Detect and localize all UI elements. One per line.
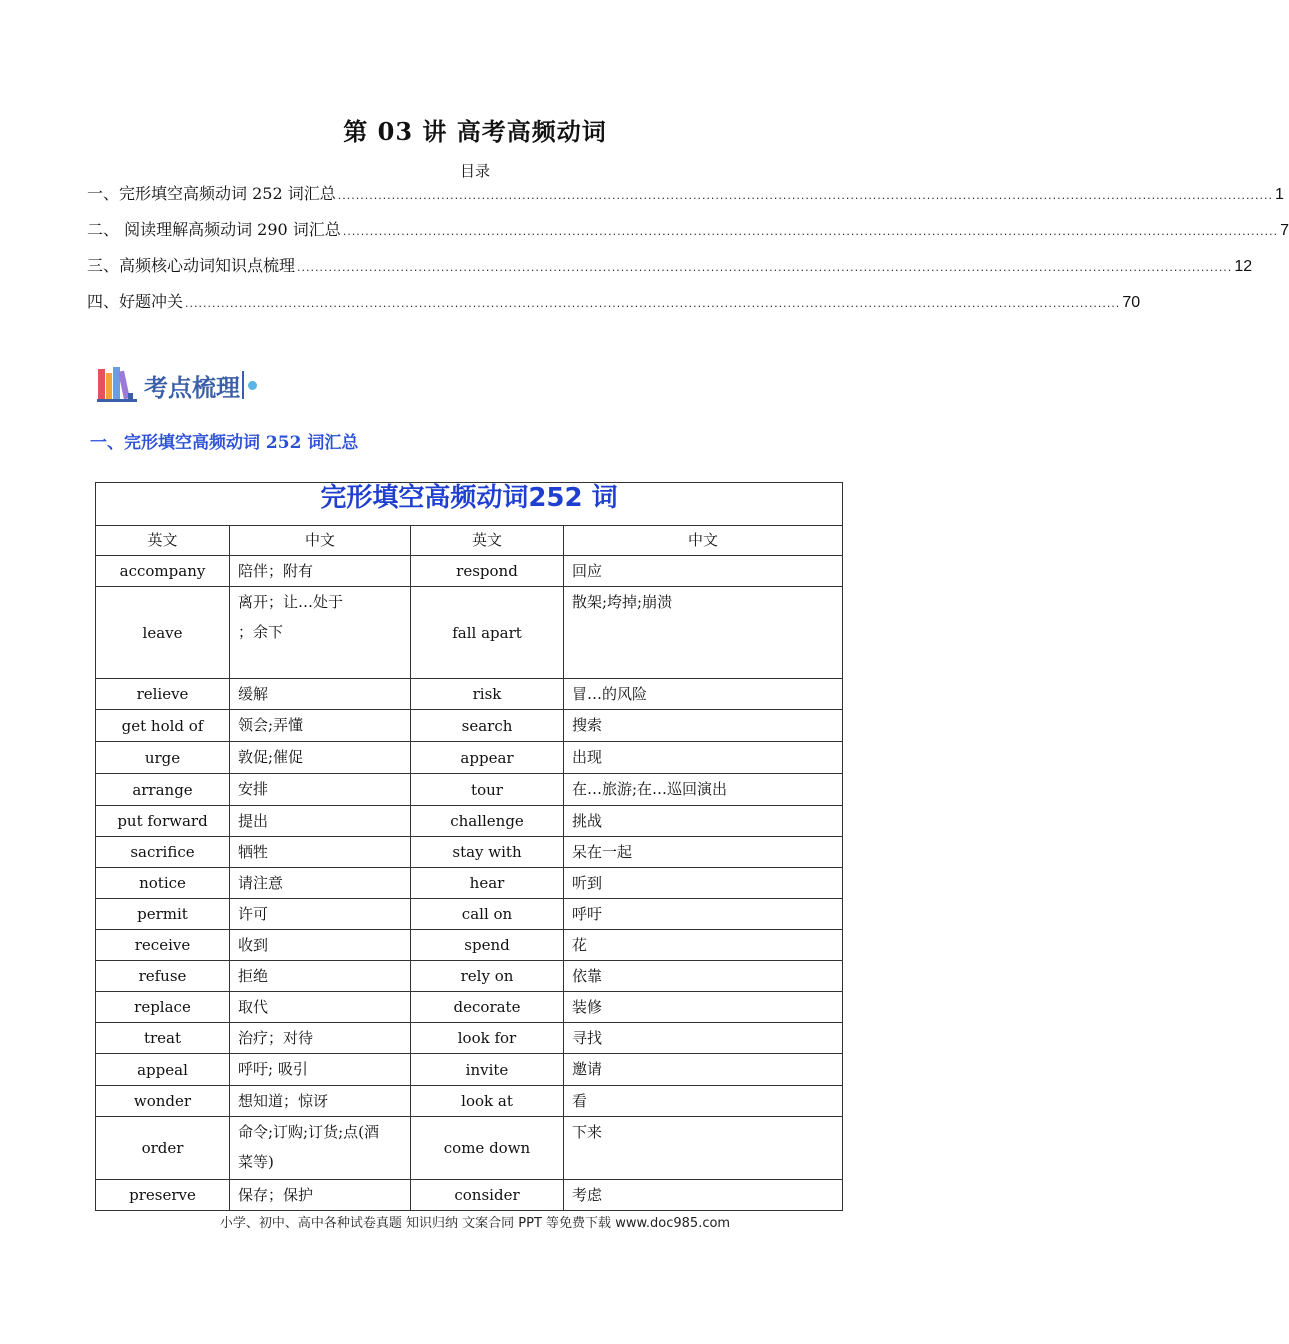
chinese-cell: 下来 [564,1117,843,1180]
chinese-cell: 搜索 [564,710,843,742]
chinese-cell: 保存；保护 [230,1180,411,1211]
chinese-cell: 散架;垮掉;崩溃 [564,587,843,679]
english-cell: preserve [96,1180,230,1211]
chinese-cell: 考虑 [564,1180,843,1211]
chinese-cell: 命令;订购;订货;点(酒 菜等) [230,1117,411,1180]
page-footer: 小学、初中、高中各种试卷真题 知识归纳 文案合同 PPT 等免费下载 www.doc985.com [219,1216,731,1231]
chinese-cell: 花 [564,930,843,961]
toc-item[interactable] [87,216,1289,252]
english-cell: relieve [96,679,230,710]
english-cell: leave [96,587,230,679]
english-cell: appear [411,742,564,774]
toc-leader-dots: ................................................................................................................................................................................................................ [342,225,1279,238]
table-row [96,837,843,868]
table-row [96,930,843,961]
chinese-cell: 取代 [230,992,411,1023]
table-of-contents [87,180,1289,324]
toc-item-page: 12 [1234,258,1253,275]
chinese-cell: 呆在一起 [564,837,843,868]
chinese-cell: 看 [564,1086,843,1117]
chinese-cell: 依靠 [564,961,843,992]
badge-dot [248,381,257,390]
english-cell: receive [96,930,230,961]
column-header: 英文 [411,526,564,556]
chinese-cell: 听到 [564,868,843,899]
english-cell: put forward [96,806,230,837]
table-row [96,1180,843,1211]
table-row [96,899,843,930]
english-cell: notice [96,868,230,899]
chinese-cell: 寻找 [564,1023,843,1054]
english-cell: search [411,710,564,742]
chinese-cell: 挑战 [564,806,843,837]
badge-cursor [242,371,244,399]
chinese-cell: 想知道；惊讶 [230,1086,411,1117]
toc-leader-dots: ................................................................................................................................................................................................................ [337,189,1274,202]
chinese-cell: 缓解 [230,679,411,710]
english-cell: look at [411,1086,564,1117]
english-cell: consider [411,1180,564,1211]
toc-item-text: 二、 阅读理解高频动词 290 词汇总 [87,220,341,239]
chinese-cell: 收到 [230,930,411,961]
chinese-cell: 提出 [230,806,411,837]
chinese-cell: 陪伴；附有 [230,556,411,587]
english-cell: tour [411,774,564,806]
table-row [96,1086,843,1117]
vocabulary-table [95,482,843,1211]
table-row [96,961,843,992]
chinese-cell: 冒…的风险 [564,679,843,710]
english-cell: urge [96,742,230,774]
english-cell: get hold of [96,710,230,742]
english-cell: hear [411,868,564,899]
chinese-cell: 拒绝 [230,961,411,992]
table-row [96,1117,843,1180]
english-cell: wonder [96,1086,230,1117]
table-row [96,806,843,837]
chinese-cell: 治疗；对待 [230,1023,411,1054]
toc-item[interactable] [87,252,1253,288]
chinese-cell: 敦促;催促 [230,742,411,774]
english-cell: fall apart [411,587,564,679]
chinese-cell: 请注意 [230,868,411,899]
toc-item-page: 7 [1280,222,1289,239]
chinese-cell: 在…旅游;在…巡回演出 [564,774,843,806]
toc-leader-dots: ................................................................................................................................................................................................................ [297,261,1233,274]
table-row [96,587,843,679]
english-cell: treat [96,1023,230,1054]
english-cell: call on [411,899,564,930]
chinese-cell: 呼吁; 吸引 [230,1054,411,1086]
toc-item-text: 三、高频核心动词知识点梳理 [87,256,296,275]
page-title: 第 03 讲 高考高频动词 [343,117,607,146]
chinese-cell: 领会;弄懂 [230,710,411,742]
toc-item[interactable] [87,180,1284,216]
table-row [96,774,843,806]
english-cell: appeal [96,1054,230,1086]
english-cell: sacrifice [96,837,230,868]
table-row [96,710,843,742]
english-cell: order [96,1117,230,1180]
english-cell: come down [411,1117,564,1180]
english-cell: look for [411,1023,564,1054]
table-row [96,556,843,587]
english-cell: arrange [96,774,230,806]
toc-item-text: 一、完形填空高频动词 252 词汇总 [87,184,336,203]
toc-item-page: 70 [1122,294,1141,311]
chinese-cell: 牺牲 [230,837,411,868]
toc-item-page: 1 [1275,186,1284,203]
column-header: 中文 [230,526,411,556]
chinese-cell: 许可 [230,899,411,930]
table-header-row [96,526,843,556]
english-cell: stay with [411,837,564,868]
column-header: 英文 [96,526,230,556]
chinese-cell: 出现 [564,742,843,774]
english-cell: rely on [411,961,564,992]
chinese-cell: 安排 [230,774,411,806]
table-title: 完形填空高频动词252 词 [96,483,843,526]
toc-leader-dots: ................................................................................................................................................................................................................ [185,297,1121,310]
english-cell: decorate [411,992,564,1023]
toc-item[interactable] [87,288,1141,324]
toc-item-text: 四、好题冲关 [87,292,184,311]
english-cell: accompany [96,556,230,587]
books-icon [96,365,140,405]
section-badge [96,365,257,405]
table-row [96,1023,843,1054]
table-row [96,868,843,899]
english-cell: spend [411,930,564,961]
chinese-cell: 邀请 [564,1054,843,1086]
english-cell: refuse [96,961,230,992]
chinese-cell: 装修 [564,992,843,1023]
english-cell: respond [411,556,564,587]
table-row [96,742,843,774]
english-cell: challenge [411,806,564,837]
chinese-cell: 回应 [564,556,843,587]
section-heading: 一、完形填空高频动词 252 词汇总 [90,433,359,453]
chinese-cell: 离开；让…处于 ；余下 [230,587,411,679]
column-header: 中文 [564,526,843,556]
chinese-cell: 呼吁 [564,899,843,930]
toc-heading: 目录 [459,162,490,180]
table-row [96,1054,843,1086]
badge-label: 考点梳理 [144,373,240,402]
english-cell: permit [96,899,230,930]
english-cell: risk [411,679,564,710]
table-row [96,992,843,1023]
english-cell: replace [96,992,230,1023]
table-row [96,679,843,710]
english-cell: invite [411,1054,564,1086]
